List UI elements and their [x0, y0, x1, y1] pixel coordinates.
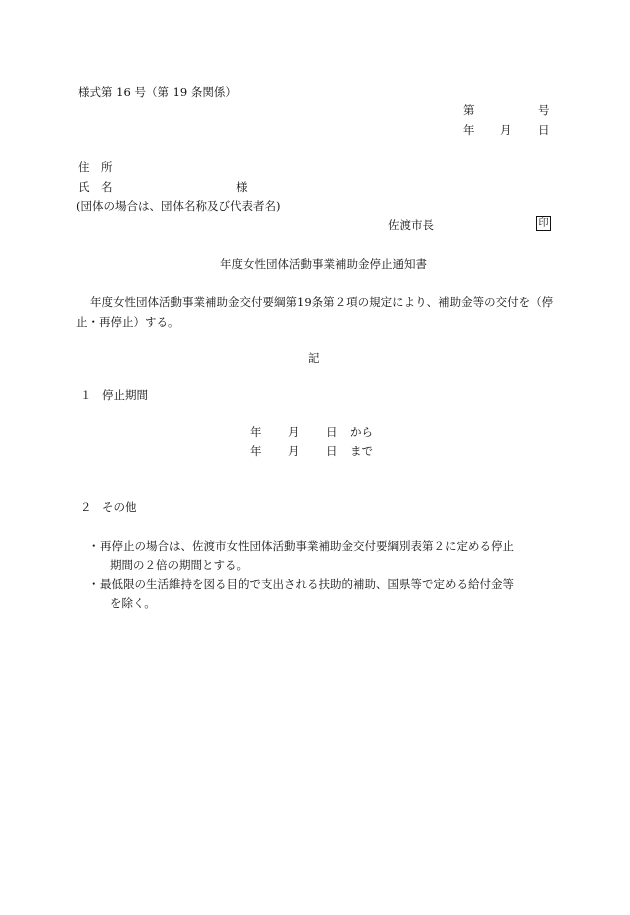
- group-note: (団体の場合は、団体名称及び代表者名): [76, 199, 281, 213]
- recipient-name-label: 氏 名: [78, 180, 113, 194]
- issue-date-day: 日: [538, 123, 550, 137]
- period-end-day: 日: [326, 444, 338, 458]
- bullet-line: を除く。: [110, 596, 156, 610]
- issue-date-month: 月: [500, 123, 512, 137]
- notes-list: [88, 537, 553, 613]
- period-end-year: 年: [250, 444, 262, 458]
- period-start-day: 日: [326, 425, 338, 439]
- issue-date-year: 年: [463, 123, 475, 137]
- document-title: 年度女性団体活動事業補助金停止通知書: [220, 257, 427, 271]
- section1-number: １: [80, 388, 92, 402]
- body-text: 年度女性団体活動事業補助金交付要綱第19条第２項の規定により、補助金等の交付を（停止・再停止）する。: [76, 295, 554, 329]
- bullet-line: 再停止の場合は、佐渡市女性団体活動事業補助金交付要綱別表第２に定める停止: [100, 539, 514, 553]
- period-start-year: 年: [250, 425, 262, 439]
- recipient-honorific: 様: [236, 180, 248, 194]
- list-item: [88, 537, 553, 575]
- section1-title: 停止期間: [102, 388, 148, 402]
- form-number: 様式第 16 号（第 19 条関係）: [78, 85, 237, 99]
- bullet-line: 最低限の生活維持を図る目的で支出される扶助的補助、国県等で定める給付金等: [100, 577, 514, 591]
- section2-title: その他: [102, 500, 137, 514]
- bullet-mark: ・: [88, 577, 100, 591]
- seal-mark: 印: [536, 216, 551, 231]
- ki-heading: 記: [308, 351, 320, 365]
- period-start-suffix: から: [350, 425, 373, 439]
- document-number-label: 第: [463, 103, 475, 117]
- bullet-line: 期間の２倍の期間とする。: [110, 558, 248, 572]
- sender-title: 佐渡市長: [388, 218, 434, 232]
- section2-number: ２: [80, 500, 92, 514]
- period-end-suffix: まで: [350, 444, 373, 458]
- period-start-month: 月: [288, 425, 300, 439]
- document-number-suffix: 号: [538, 103, 550, 117]
- list-item: [88, 575, 553, 613]
- recipient-address-label: 住 所: [78, 160, 113, 174]
- period-end-month: 月: [288, 444, 300, 458]
- bullet-mark: ・: [88, 539, 100, 553]
